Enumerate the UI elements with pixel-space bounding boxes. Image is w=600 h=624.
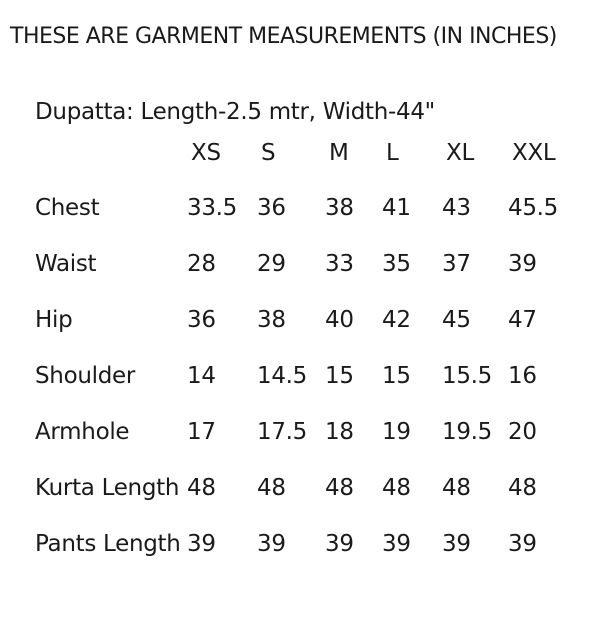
table-row-armhole <box>35 404 586 460</box>
measurement-value: 29 <box>257 251 286 277</box>
measurement-value: 41 <box>382 195 411 221</box>
page-title: THESE ARE GARMENT MEASUREMENTS (IN INCHES) <box>10 24 557 49</box>
table-row-kurta-length <box>35 460 586 516</box>
measurement-value: 37 <box>442 251 471 277</box>
measurement-value: 16 <box>508 363 537 389</box>
measurement-value: 14.5 <box>257 363 308 389</box>
table-row-waist <box>35 236 586 292</box>
measurement-value: 42 <box>382 307 411 333</box>
table-row-shoulder <box>35 348 586 404</box>
measurement-value: 17 <box>187 419 216 445</box>
size-column-header-xs: XS <box>191 139 221 166</box>
measurement-value: 19 <box>382 419 411 445</box>
measurement-value: 18 <box>325 419 354 445</box>
measurement-value: 39 <box>442 531 471 557</box>
measurement-value: 39 <box>508 251 537 277</box>
row-label: Hip <box>35 307 73 333</box>
measurement-value: 39 <box>508 531 537 557</box>
measurement-value: 40 <box>325 307 354 333</box>
measurement-value: 20 <box>508 419 537 445</box>
measurement-value: 36 <box>257 195 286 221</box>
size-header-row <box>35 125 586 180</box>
measurement-value: 19.5 <box>442 419 493 445</box>
measurement-value: 48 <box>187 475 216 501</box>
row-label: Armhole <box>35 419 130 445</box>
measurement-value: 45 <box>442 307 471 333</box>
table-row-hip <box>35 292 586 348</box>
measurement-value: 38 <box>257 307 286 333</box>
measurement-value: 14 <box>187 363 216 389</box>
measurement-value: 45.5 <box>508 195 559 221</box>
size-chart-table <box>35 125 586 572</box>
table-row-chest <box>35 180 586 236</box>
size-column-header-xl: XL <box>446 139 474 166</box>
measurement-value: 15 <box>325 363 354 389</box>
measurement-value: 15 <box>382 363 411 389</box>
measurement-value: 39 <box>187 531 216 557</box>
size-column-header-s: S <box>261 139 276 166</box>
measurement-value: 33 <box>325 251 354 277</box>
measurement-value: 33.5 <box>187 195 238 221</box>
measurement-value: 28 <box>187 251 216 277</box>
measurement-value: 48 <box>325 475 354 501</box>
measurement-value: 39 <box>257 531 286 557</box>
size-header-spacer <box>35 125 187 180</box>
measurement-value: 17.5 <box>257 419 308 445</box>
row-label: Waist <box>35 251 97 277</box>
measurement-value: 36 <box>187 307 216 333</box>
dupatta-note: Dupatta: Length-2.5 mtr, Width-44" <box>35 99 435 125</box>
size-column-header-l: L <box>386 139 399 166</box>
measurement-value: 35 <box>382 251 411 277</box>
size-column-header-xxl: XXL <box>512 139 556 166</box>
size-column-header-m: M <box>329 139 349 166</box>
measurement-value: 48 <box>442 475 471 501</box>
measurement-value: 15.5 <box>442 363 493 389</box>
row-label: Chest <box>35 195 100 221</box>
row-label: Shoulder <box>35 363 136 389</box>
measurement-value: 43 <box>442 195 471 221</box>
table-row-pants-length <box>35 516 586 572</box>
measurement-value: 47 <box>508 307 537 333</box>
row-label: Pants Length <box>35 531 181 557</box>
measurement-value: 39 <box>325 531 354 557</box>
measurement-value: 39 <box>382 531 411 557</box>
measurement-value: 48 <box>508 475 537 501</box>
measurement-value: 48 <box>257 475 286 501</box>
row-label: Kurta Length <box>35 475 180 501</box>
measurement-value: 38 <box>325 195 354 221</box>
measurement-value: 48 <box>382 475 411 501</box>
